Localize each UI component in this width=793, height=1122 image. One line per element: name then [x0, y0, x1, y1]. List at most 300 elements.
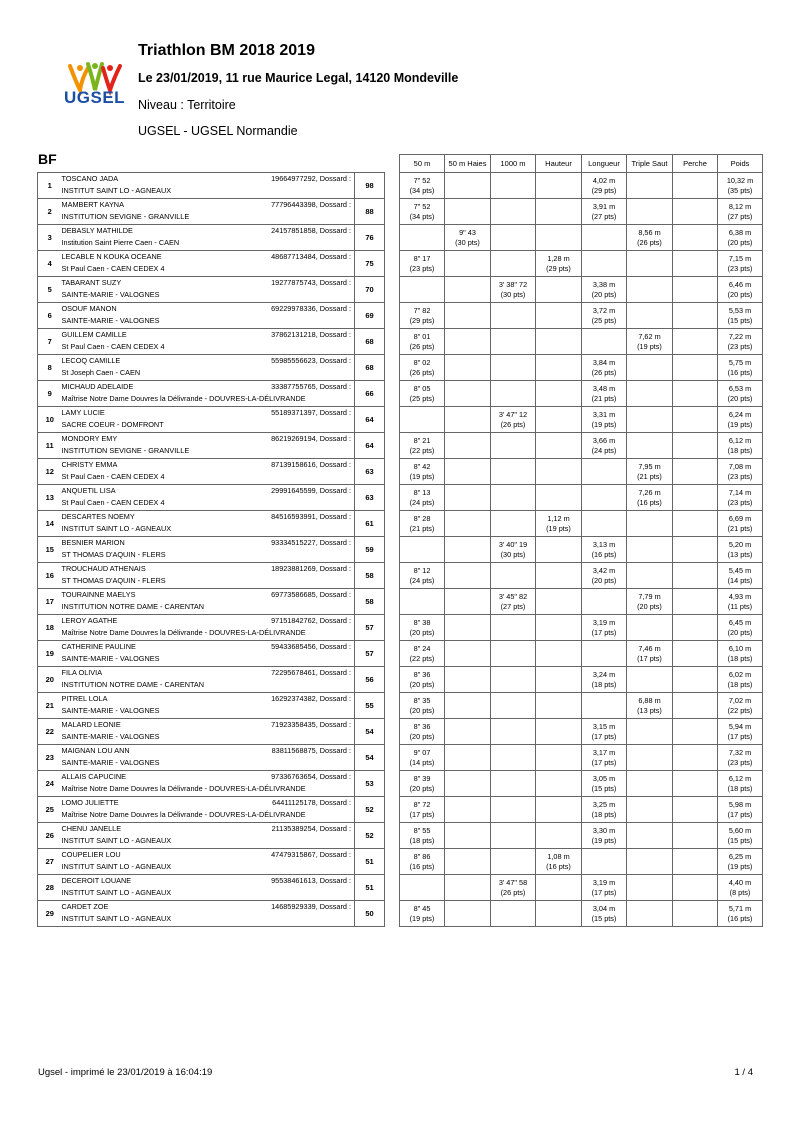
total-score: 59: [355, 537, 385, 563]
rank-cell: 1: [38, 173, 62, 199]
spacer: [385, 459, 400, 485]
event-result-cell: [491, 901, 536, 927]
column-header: Longueur: [582, 155, 627, 173]
points-value: (19 pts): [727, 861, 753, 871]
points-value: (20 pts): [409, 679, 435, 689]
event-result-cell: [718, 355, 763, 381]
athlete-name: LEROY AGATHE: [61, 616, 118, 625]
event-result-cell: [582, 719, 627, 745]
performance-value: 3,84 m: [592, 357, 616, 367]
athlete-cell: [62, 381, 355, 407]
points-value: (22 pts): [409, 653, 435, 663]
athlete-name: GUILLEM CAMILLE: [61, 330, 127, 339]
athlete-name: TOURAINNE MAELYS: [61, 590, 136, 599]
event-result-cell: [673, 615, 718, 641]
points-value: (19 pts): [546, 523, 571, 533]
event-result-cell: [673, 667, 718, 693]
athlete-school: St Paul Caen - CAEN CEDEX 4: [61, 264, 165, 273]
athlete-school: SAINTE-MARIE - VALOGNES: [61, 290, 160, 299]
athlete-school: Maîtrise Notre Dame Douvres la Délivrande - DOUVRES-LA-DÉLIVRANDE: [61, 784, 306, 793]
event-result-cell: [400, 511, 445, 537]
event-result-cell: [491, 615, 536, 641]
athlete-name: DESCARTES NOEMY: [61, 512, 135, 521]
athlete-name: DECEROIT LOUANE: [61, 876, 132, 885]
performance-value: 8" 39: [413, 773, 431, 783]
athlete-cell: [62, 667, 355, 693]
performance-value: 8" 02: [413, 357, 431, 367]
athlete-school: INSTITUTION NOTRE DAME - CARENTAN: [61, 680, 205, 689]
table-row: [38, 537, 763, 563]
event-result-cell: [491, 459, 536, 485]
athlete-school: INSTITUT SAINT LO - AGNEAUX: [61, 914, 172, 923]
event-result-cell: [400, 459, 445, 485]
performance-value: 7,46 m: [638, 643, 661, 653]
event-result-cell: [582, 641, 627, 667]
athlete-school: Maîtrise Notre Dame Douvres la Délivrande - DOUVRES-LA-DÉLIVRANDE: [61, 810, 306, 819]
event-result-cell: [400, 563, 445, 589]
table-row: [38, 459, 763, 485]
performance-value: 8,56 m: [638, 227, 661, 237]
event-result-cell: [445, 719, 491, 745]
spacer: [385, 797, 400, 823]
event-result-cell: [445, 407, 491, 433]
points-value: (25 pts): [409, 393, 435, 403]
performance-value: 6,46 m: [728, 279, 752, 289]
event-result-cell: [445, 355, 491, 381]
table-row: [38, 615, 763, 641]
athlete-name: BESNIER MARION: [61, 538, 125, 547]
performance-value: 3,19 m: [592, 877, 616, 887]
column-header: 50 m Haies: [445, 155, 491, 173]
performance-value: 5,98 m: [728, 799, 752, 809]
athlete-name: TABARANT SUZY: [61, 278, 122, 287]
event-result-cell: [582, 849, 627, 875]
performance-value: 8" 36: [413, 669, 431, 679]
athlete-school: Institution Saint Pierre Caen - CAEN: [61, 238, 180, 247]
points-value: (16 pts): [546, 861, 571, 871]
performance-value: 5,53 m: [728, 305, 752, 315]
event-result-cell: [673, 745, 718, 771]
event-result-cell: [536, 277, 582, 303]
event-result-cell: [627, 589, 673, 615]
event-result-cell: [400, 797, 445, 823]
performance-value: 3,31 m: [592, 409, 616, 419]
points-value: (26 pts): [500, 419, 526, 429]
points-value: (21 pts): [591, 393, 617, 403]
athlete-id: 37862131218, Dossard :: [271, 330, 351, 339]
performance-value: 8" 35: [413, 695, 431, 705]
event-result-cell: [582, 745, 627, 771]
table-row: [38, 277, 763, 303]
event-result-cell: [627, 251, 673, 277]
event-result-cell: [491, 797, 536, 823]
performance-value: 6,12 m: [728, 773, 752, 783]
athlete-cell: [62, 823, 355, 849]
column-header: 1000 m: [491, 155, 536, 173]
table-row: [38, 381, 763, 407]
performance-value: 3,25 m: [592, 799, 616, 809]
points-value: (15 pts): [591, 913, 617, 923]
athlete-id: 55189371397, Dossard :: [271, 408, 351, 417]
event-result-cell: [627, 225, 673, 251]
performance-value: 3,48 m: [592, 383, 616, 393]
points-value: (18 pts): [409, 835, 435, 845]
points-value: (16 pts): [637, 497, 662, 507]
event-result-cell: [582, 511, 627, 537]
performance-value: 3,24 m: [592, 669, 616, 679]
points-value: (29 pts): [546, 263, 571, 273]
event-result-cell: [445, 693, 491, 719]
event-result-cell: [582, 433, 627, 459]
spacer: [385, 251, 400, 277]
athlete-name: MONDORY EMY: [61, 434, 118, 443]
athlete-name: ANQUETIL LISA: [61, 486, 116, 495]
athlete-name: ALLAIS CAPUCINE: [61, 772, 126, 781]
event-result-cell: [400, 667, 445, 693]
event-result-cell: [582, 251, 627, 277]
event-result-cell: [445, 797, 491, 823]
performance-value: 6,25 m: [728, 851, 752, 861]
event-result-cell: [718, 641, 763, 667]
total-score: 55: [355, 693, 385, 719]
table-row: [38, 641, 763, 667]
athlete-id: 24157851858, Dossard :: [271, 226, 351, 235]
rank-cell: 27: [38, 849, 62, 875]
performance-value: 1,12 m: [547, 513, 570, 523]
total-score: 61: [355, 511, 385, 537]
performance-value: 3,17 m: [592, 747, 616, 757]
performance-value: 8" 28: [413, 513, 431, 523]
performance-value: 3' 47" 58: [498, 877, 528, 887]
athlete-name: CARDET ZOE: [61, 902, 109, 911]
athlete-cell: [62, 407, 355, 433]
event-result-cell: [582, 303, 627, 329]
points-value: (24 pts): [591, 445, 617, 455]
performance-value: 8" 01: [413, 331, 431, 341]
event-result-cell: [400, 303, 445, 329]
event-result-cell: [718, 849, 763, 875]
athlete-name: PITREL LOLA: [61, 694, 108, 703]
athlete-school: SAINTE-MARIE - VALOGNES: [61, 706, 160, 715]
event-result-cell: [400, 251, 445, 277]
event-result-cell: [582, 563, 627, 589]
performance-value: 5,45 m: [728, 565, 752, 575]
athlete-id: 93334515227, Dossard :: [271, 538, 351, 547]
event-result-cell: [718, 875, 763, 901]
event-result-cell: [536, 693, 582, 719]
event-result-cell: [445, 849, 491, 875]
points-value: (17 pts): [591, 731, 617, 741]
points-value: (20 pts): [409, 783, 435, 793]
table-row: [38, 589, 763, 615]
rank-cell: 15: [38, 537, 62, 563]
total-score: 98: [355, 173, 385, 199]
event-result-cell: [582, 823, 627, 849]
performance-value: 10,32 m: [726, 175, 754, 185]
event-result-cell: [445, 459, 491, 485]
event-result-cell: [536, 199, 582, 225]
points-value: (16 pts): [727, 367, 753, 377]
performance-value: 8" 13: [413, 487, 431, 497]
spacer: [385, 667, 400, 693]
points-value: (15 pts): [727, 835, 753, 845]
event-result-cell: [627, 667, 673, 693]
event-result-cell: [673, 329, 718, 355]
athlete-cell: [62, 719, 355, 745]
points-value: (20 pts): [727, 393, 753, 403]
points-value: (14 pts): [409, 757, 435, 767]
level-label: Niveau : Territoire: [138, 98, 236, 112]
event-result-cell: [718, 173, 763, 199]
event-result-cell: [400, 693, 445, 719]
points-value: (26 pts): [591, 367, 617, 377]
points-value: (18 pts): [727, 783, 753, 793]
table-header-row: [38, 155, 763, 173]
event-result-cell: [718, 667, 763, 693]
event-result-cell: [627, 849, 673, 875]
event-result-cell: [627, 433, 673, 459]
page-title: Triathlon BM 2018 2019: [138, 42, 315, 59]
athlete-id: 14685929339, Dossard :: [271, 902, 351, 911]
table-row: [38, 771, 763, 797]
event-result-cell: [491, 771, 536, 797]
event-result-cell: [673, 849, 718, 875]
athlete-school: St Paul Caen - CAEN CEDEX 4: [61, 342, 165, 351]
event-result-cell: [673, 797, 718, 823]
rank-cell: 25: [38, 797, 62, 823]
athlete-id: 84516593991, Dossard :: [271, 512, 351, 521]
event-result-cell: [536, 537, 582, 563]
event-result-cell: [673, 433, 718, 459]
points-value: (34 pts): [409, 185, 435, 195]
points-value: (19 pts): [727, 419, 753, 429]
event-result-cell: [673, 407, 718, 433]
spacer: [385, 849, 400, 875]
event-result-cell: [536, 667, 582, 693]
athlete-name: MALARD LEONIE: [61, 720, 121, 729]
athlete-cell: [62, 849, 355, 875]
points-value: (18 pts): [591, 809, 617, 819]
event-result-cell: [718, 797, 763, 823]
event-result-cell: [536, 563, 582, 589]
event-result-cell: [673, 511, 718, 537]
athlete-name: TROUCHAUD ATHENAIS: [61, 564, 146, 573]
category-label: BF: [38, 151, 57, 167]
performance-value: 7" 52: [413, 175, 431, 185]
event-result-cell: [718, 719, 763, 745]
column-header: Perche: [673, 155, 718, 173]
athlete-id: 19277875743, Dossard :: [271, 278, 351, 287]
event-result-cell: [536, 303, 582, 329]
points-value: (29 pts): [591, 185, 617, 195]
spacer: [385, 303, 400, 329]
performance-value: 4,02 m: [592, 175, 616, 185]
performance-value: 9" 43: [459, 227, 476, 237]
table-row: [38, 875, 763, 901]
event-result-cell: [445, 485, 491, 511]
table-row: [38, 407, 763, 433]
event-result-cell: [491, 641, 536, 667]
points-value: (15 pts): [591, 783, 617, 793]
event-result-cell: [445, 745, 491, 771]
total-score: 53: [355, 771, 385, 797]
table-row: [38, 719, 763, 745]
total-score: 88: [355, 199, 385, 225]
performance-value: 3,91 m: [592, 201, 616, 211]
athlete-cell: [62, 433, 355, 459]
event-result-cell: [536, 901, 582, 927]
points-value: (19 pts): [637, 341, 662, 351]
points-value: (11 pts): [727, 601, 753, 611]
points-value: (34 pts): [409, 211, 435, 221]
performance-value: 7,15 m: [728, 253, 752, 263]
total-score: 51: [355, 875, 385, 901]
points-value: (26 pts): [409, 341, 435, 351]
event-result-cell: [582, 901, 627, 927]
event-result-cell: [718, 537, 763, 563]
athlete-name: FILA OLIVIA: [61, 668, 103, 677]
event-result-cell: [491, 381, 536, 407]
total-score: 57: [355, 641, 385, 667]
athlete-school: SAINTE-MARIE - VALOGNES: [61, 758, 160, 767]
event-result-cell: [400, 277, 445, 303]
spacer: [385, 485, 400, 511]
points-value: (24 pts): [409, 575, 435, 585]
athlete-cell: [62, 225, 355, 251]
points-value: (26 pts): [409, 367, 435, 377]
performance-value: 1,08 m: [547, 851, 570, 861]
performance-value: 6,10 m: [728, 643, 752, 653]
points-value: (29 pts): [409, 315, 435, 325]
event-result-cell: [400, 615, 445, 641]
event-result-cell: [673, 485, 718, 511]
points-value: (27 pts): [500, 601, 526, 611]
event-result-cell: [491, 199, 536, 225]
performance-value: 8" 55: [413, 825, 431, 835]
event-result-cell: [400, 485, 445, 511]
event-result-cell: [627, 875, 673, 901]
event-result-cell: [627, 511, 673, 537]
event-result-cell: [673, 901, 718, 927]
performance-value: 3' 38" 72: [498, 279, 528, 289]
athlete-id: 48687713484, Dossard :: [271, 252, 351, 261]
total-score: 50: [355, 901, 385, 927]
event-result-cell: [445, 589, 491, 615]
performance-value: 7,95 m: [638, 461, 661, 471]
performance-value: 8" 36: [413, 721, 431, 731]
points-value: (21 pts): [637, 471, 662, 481]
performance-value: 8" 42: [413, 461, 431, 471]
total-score: 76: [355, 225, 385, 251]
event-result-cell: [536, 173, 582, 199]
rank-cell: 26: [38, 823, 62, 849]
rank-cell: 9: [38, 381, 62, 407]
event-result-cell: [445, 381, 491, 407]
athlete-school: INSTITUTION SEVIGNE - GRANVILLE: [61, 212, 190, 221]
athlete-name: CATHERINE PAULINE: [61, 642, 136, 651]
event-result-cell: [400, 225, 445, 251]
event-result-cell: [445, 433, 491, 459]
event-result-cell: [445, 173, 491, 199]
event-result-cell: [673, 641, 718, 667]
event-result-cell: [536, 771, 582, 797]
points-value: (16 pts): [591, 549, 617, 559]
spacer: [385, 329, 400, 355]
athlete-name: CHENU JANELLE: [61, 824, 122, 833]
table-row: [38, 303, 763, 329]
print-timestamp: Ugsel - imprimé le 23/01/2019 à 16:04:19: [38, 1067, 213, 1078]
event-result-cell: [582, 225, 627, 251]
athlete-cell: [62, 459, 355, 485]
points-value: (20 pts): [591, 289, 617, 299]
rank-cell: 28: [38, 875, 62, 901]
table-row: [38, 355, 763, 381]
spacer: [385, 537, 400, 563]
performance-value: 8" 72: [413, 799, 431, 809]
athlete-school: St Paul Caen - CAEN CEDEX 4: [61, 498, 165, 507]
athlete-id: 33387755765, Dossard :: [271, 382, 351, 391]
athlete-name: LAMY LUCIE: [61, 408, 105, 417]
event-result-cell: [627, 719, 673, 745]
event-result-cell: [627, 693, 673, 719]
event-result-cell: [400, 745, 445, 771]
performance-value: 5,60 m: [728, 825, 752, 835]
event-result-cell: [491, 589, 536, 615]
athlete-name: CHRISTY EMMA: [61, 460, 118, 469]
event-result-cell: [445, 251, 491, 277]
column-header: Hauteur: [536, 155, 582, 173]
event-result-cell: [400, 901, 445, 927]
table-row: [38, 251, 763, 277]
rank-cell: 17: [38, 589, 62, 615]
event-result-cell: [718, 771, 763, 797]
event-result-cell: [718, 303, 763, 329]
performance-value: 8" 24: [413, 643, 431, 653]
performance-value: 7,14 m: [728, 487, 752, 497]
event-result-cell: [491, 719, 536, 745]
points-value: (24 pts): [409, 497, 435, 507]
table-row: [38, 433, 763, 459]
points-value: (20 pts): [637, 601, 662, 611]
event-result-cell: [400, 329, 445, 355]
event-result-cell: [445, 511, 491, 537]
points-value: (19 pts): [591, 835, 617, 845]
event-result-cell: [582, 485, 627, 511]
event-result-cell: [536, 355, 582, 381]
spacer: [385, 199, 400, 225]
spacer: [385, 745, 400, 771]
event-result-cell: [627, 329, 673, 355]
event-result-cell: [718, 693, 763, 719]
athlete-id: 83811568875, Dossard :: [271, 746, 351, 755]
rank-cell: 5: [38, 277, 62, 303]
points-value: (23 pts): [727, 757, 753, 767]
points-value: (35 pts): [727, 185, 753, 195]
event-result-cell: [400, 537, 445, 563]
points-value: (20 pts): [591, 575, 617, 585]
table-row: [38, 511, 763, 537]
event-result-cell: [673, 355, 718, 381]
event-result-cell: [491, 433, 536, 459]
athlete-id: 18923881269, Dossard :: [271, 564, 351, 573]
event-result-cell: [445, 901, 491, 927]
athlete-cell: [62, 303, 355, 329]
performance-value: 7,79 m: [638, 591, 661, 601]
total-score: 51: [355, 849, 385, 875]
event-result-cell: [491, 173, 536, 199]
event-result-cell: [627, 537, 673, 563]
points-value: (23 pts): [727, 471, 753, 481]
